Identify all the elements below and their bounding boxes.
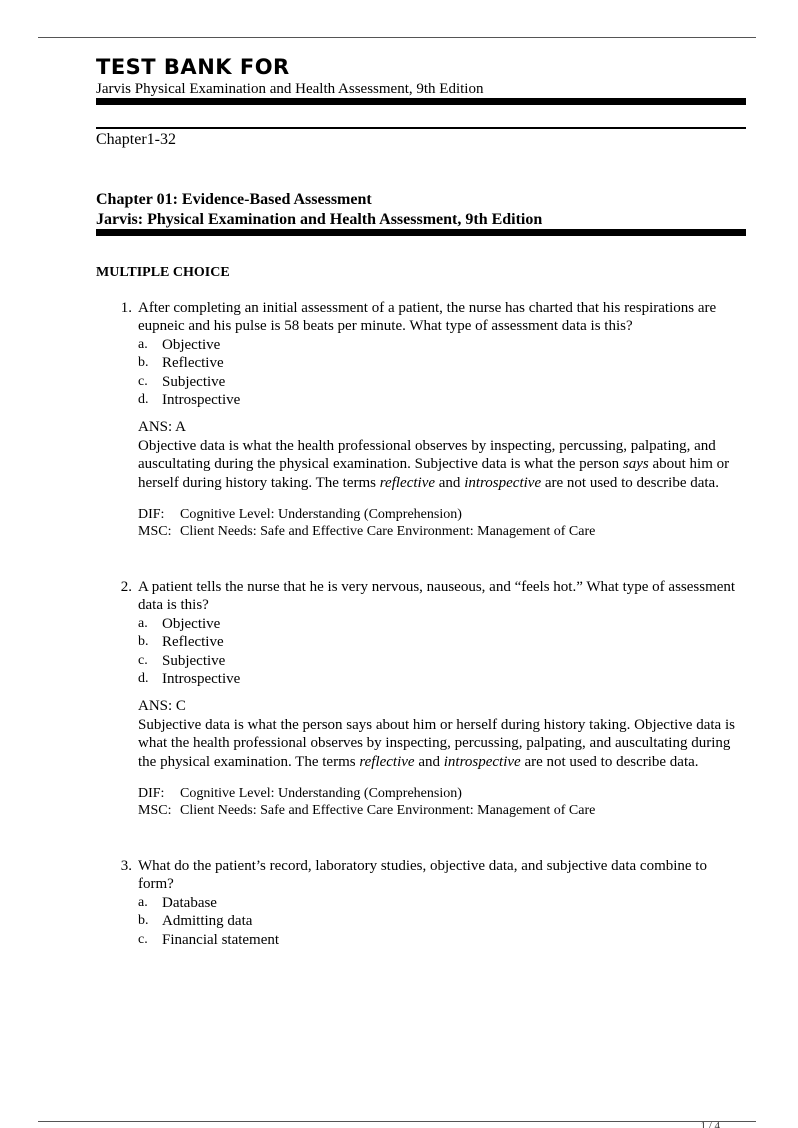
msc-value: Client Needs: Safe and Effective Care Environment: Management of Care [180, 524, 596, 540]
answer-key: ANS: A [138, 419, 186, 436]
msc-row [138, 802, 740, 819]
option-letter: c. [138, 373, 148, 389]
rationale-emphasis: says [622, 456, 649, 473]
option-text: Reflective [162, 634, 224, 651]
question-number: 2. [120, 579, 132, 595]
chapter-title: Chapter 01: Evidence-Based Assessment [96, 191, 372, 208]
rationale-text: are not used to describe data. [541, 474, 719, 491]
rationale-text: and [435, 474, 465, 491]
rationale-text: Subjective data is what the person says about him or herself during history taking. Objective data is what the health professional observes by inspecting, percussing, palpating, and auscultating during the physical examination. The terms [138, 716, 735, 770]
rationale-emphasis: reflective [379, 474, 436, 491]
msc-label: MSC: [138, 803, 172, 819]
option-text: Introspective [162, 392, 241, 409]
option-text: Database [162, 894, 217, 911]
answer-key: ANS: C [138, 698, 186, 715]
dif-value: Cognitive Level: Understanding (Comprehension) [180, 786, 462, 802]
question-stem: After completing an initial assessment of a patient, the nurse has charted that his respirations are eupneic and his pulse is 58 beats per minute. What type of assessment data is this? [138, 300, 717, 335]
msc-row [138, 523, 740, 540]
chapter-subtitle: Jarvis: Physical Examination and Health Assessment, 9th Edition [96, 211, 543, 228]
chapters-range: Chapter1-32 [96, 131, 176, 148]
header-thin-rule [96, 127, 746, 129]
rationale [138, 437, 740, 492]
difficulty-row [138, 506, 740, 523]
question-number: 3. [120, 858, 132, 874]
option-text: Reflective [162, 355, 224, 372]
header-thick-rule [96, 98, 746, 105]
section-title: MULTIPLE CHOICE [96, 265, 230, 280]
question-3 [110, 857, 740, 949]
book-title: Jarvis Physical Examination and Health Assessment, 9th Edition [96, 81, 484, 97]
option-text: Objective [162, 336, 221, 353]
rationale-emphasis: introspective [443, 753, 521, 770]
question-metadata [138, 785, 740, 819]
option-a [138, 336, 740, 354]
option-text: Objective [162, 615, 221, 632]
msc-label: MSC: [138, 524, 172, 540]
option-letter: a. [138, 336, 148, 352]
dif-label: DIF: [138, 507, 165, 523]
option-c [138, 373, 740, 391]
option-b [138, 633, 740, 651]
option-a [138, 615, 740, 633]
option-text: Subjective [162, 652, 226, 669]
rationale-text: are not used to describe data. [520, 753, 699, 770]
option-d [138, 391, 740, 409]
rationale [138, 716, 740, 771]
option-letter: d. [138, 392, 149, 408]
answer-options [138, 615, 740, 689]
dif-label: DIF: [138, 786, 165, 802]
rationale-text: and [414, 753, 444, 770]
page-number: 1 / 4 [700, 1122, 720, 1128]
question-1 [110, 299, 740, 540]
option-text: Admitting data [162, 913, 253, 930]
option-letter: b. [138, 913, 149, 929]
option-c [138, 931, 740, 949]
chapter-thick-rule [96, 229, 746, 236]
option-b [138, 354, 740, 372]
option-letter: b. [138, 355, 149, 371]
option-text: Introspective [162, 671, 241, 688]
option-b [138, 912, 740, 930]
option-letter: c. [138, 931, 148, 947]
question-metadata [138, 506, 740, 540]
option-d [138, 670, 740, 688]
answer-options [138, 336, 740, 410]
question-stem: A patient tells the nurse that he is very nervous, nauseous, and “feels hot.” What type of assessment data is this? [138, 579, 736, 614]
option-letter: c. [138, 652, 148, 668]
document-title: TEST BANK FOR [96, 55, 290, 79]
option-c [138, 652, 740, 670]
bottom-rule [38, 1121, 756, 1122]
option-a [138, 894, 740, 912]
question-number: 1. [120, 300, 132, 316]
dif-value: Cognitive Level: Understanding (Comprehension) [180, 507, 462, 523]
option-letter: a. [138, 894, 148, 910]
question-stem: What do the patient’s record, laboratory studies, objective data, and subjective data combine to form? [138, 858, 707, 893]
rationale-emphasis: reflective [359, 753, 415, 770]
option-letter: a. [138, 615, 148, 631]
question-2 [110, 578, 740, 819]
option-text: Subjective [162, 373, 226, 390]
difficulty-row [138, 785, 740, 802]
rationale-text: Objective data is what the health professional observes by inspecting, percussing, palpating, and auscultating during the physical examination. Subjective data is what the person [138, 437, 716, 473]
answer-options [138, 894, 740, 949]
option-letter: d. [138, 671, 149, 687]
rationale-emphasis: introspective [464, 474, 542, 491]
option-letter: b. [138, 634, 149, 650]
top-rule [38, 37, 756, 38]
option-text: Financial statement [162, 931, 280, 948]
msc-value: Client Needs: Safe and Effective Care Environment: Management of Care [180, 803, 596, 819]
rationale-text: about him or herself during history taking. The terms [138, 456, 730, 491]
